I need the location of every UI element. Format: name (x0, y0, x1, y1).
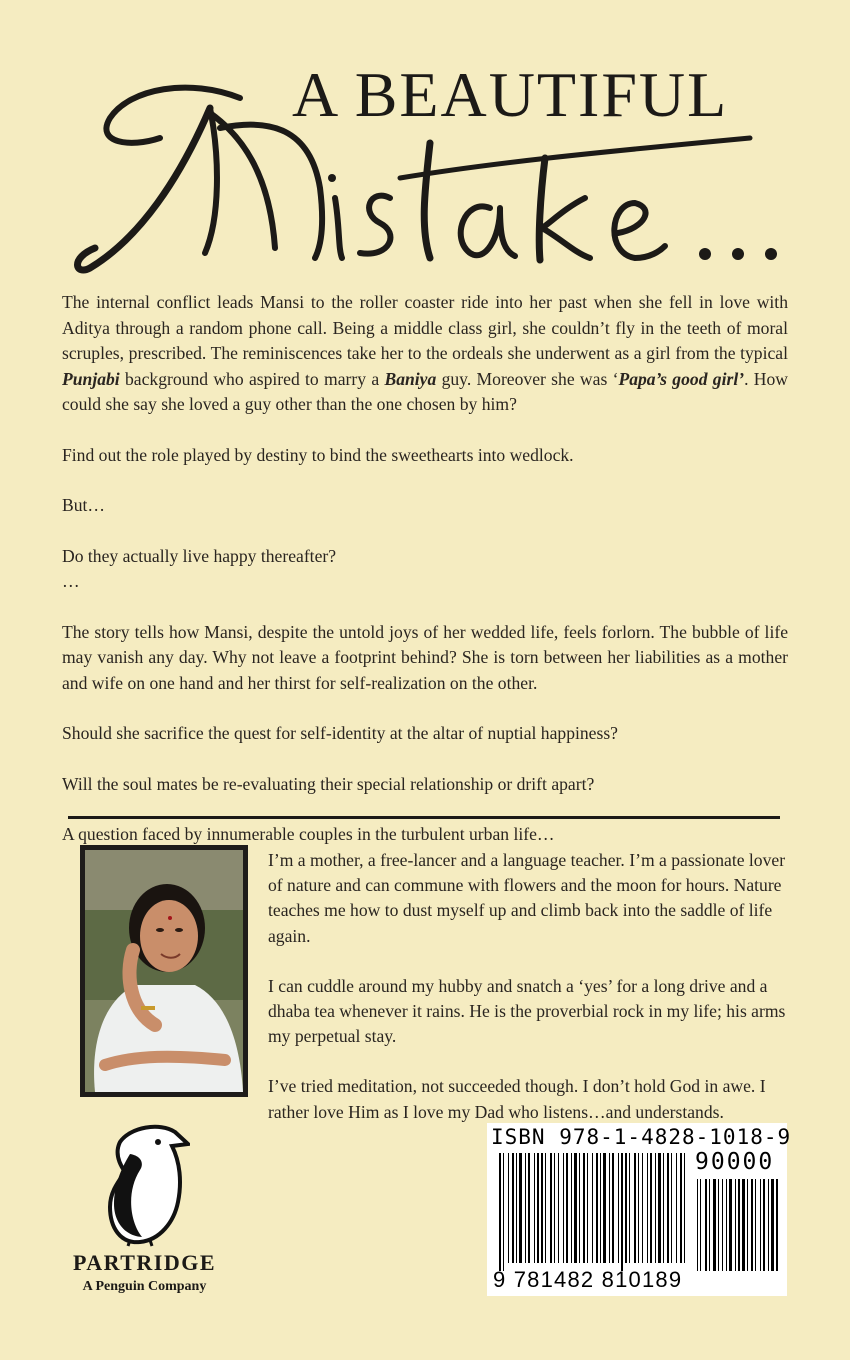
addon-bar (697, 1179, 698, 1271)
barcode-bar (650, 1153, 652, 1263)
barcode-bar (658, 1153, 661, 1263)
book-title-script (70, 68, 820, 288)
barcode-bar (596, 1153, 598, 1263)
barcode-bar (579, 1153, 580, 1263)
addon-bar (713, 1179, 716, 1271)
barcode-bar (634, 1153, 636, 1263)
barcode-bar (566, 1153, 568, 1263)
barcode-digits: 9 781482 810189 (493, 1267, 683, 1292)
barcode-bar (534, 1153, 535, 1263)
barcode-bar (545, 1153, 546, 1263)
addon-bar (729, 1179, 732, 1271)
isbn-text: ISBN 978-1-4828-1018-9 (491, 1125, 792, 1149)
addon-bar (738, 1179, 740, 1271)
barcode-bar (625, 1153, 627, 1263)
bio-paragraph: I’ve tried meditation, not succeeded though. I don’t hold God in awe. I rather love Him as I love my Dad who listens…and understands. (268, 1076, 766, 1122)
barcode-bar (503, 1153, 504, 1271)
blurb-paragraph: But… (62, 495, 106, 515)
barcode-bar (600, 1153, 601, 1263)
author-photo (80, 845, 248, 1097)
addon-bar (722, 1179, 723, 1271)
barcode-bar (558, 1153, 559, 1263)
barcode-bar (603, 1153, 606, 1263)
blurb-paragraph: Do they actually live happy thereafter? (62, 545, 337, 566)
section-divider (68, 816, 780, 819)
blurb-paragraph: Find out the role played by destiny to bind the sweethearts into wedlock. (62, 444, 574, 465)
isbn-barcode (487, 1123, 792, 1296)
addon-bar (760, 1179, 761, 1271)
addon-bar (763, 1179, 765, 1271)
addon-bar (768, 1179, 769, 1271)
publisher-subtitle: A Penguin Company (82, 1279, 207, 1294)
barcode-bar (629, 1153, 630, 1263)
barcode-bar (499, 1153, 501, 1271)
barcode-bar (647, 1153, 648, 1263)
barcode-bar (525, 1153, 526, 1263)
addon-bar (742, 1179, 745, 1271)
barcode-bar (609, 1153, 610, 1263)
barcode-bar (554, 1153, 555, 1263)
barcode-bar (541, 1153, 543, 1263)
barcode-bar (508, 1153, 509, 1263)
author-bio (268, 848, 792, 1150)
blurb-paragraph: Will the soul mates be re-evaluating their special relationship or drift apart? (62, 773, 595, 794)
addon-bar (709, 1179, 710, 1271)
barcode-bar (587, 1153, 588, 1263)
addon-bar (755, 1179, 756, 1271)
barcode-bar (612, 1153, 614, 1263)
bio-paragraph: I’m a mother, a free-lancer and a language teacher. I’m a passionate lover of nature and can commune with flowers and the moon for hours. Nature teaches me how to dust myself up and climb back into the saddle of life again. (268, 850, 786, 946)
barcode-bar (655, 1153, 656, 1263)
book-title-line1: A BEAUTIFUL (292, 59, 729, 130)
barcode-bar (550, 1153, 552, 1263)
barcode-bar (667, 1153, 669, 1263)
isbn-addon: 90000 (695, 1149, 775, 1175)
addon-bar (771, 1179, 774, 1271)
addon-bar (735, 1179, 736, 1271)
barcode-bar (638, 1153, 639, 1263)
blurb-paragraph: A question faced by innumerable couples in the turbulent urban life… (62, 824, 555, 844)
barcode-bar (571, 1153, 572, 1263)
addon-bar (776, 1179, 778, 1271)
blurb-paragraph: Should she sacrifice the quest for self-identity at the altar of nuptial happiness? (62, 723, 618, 743)
blurb-paragraph: The story tells how Mansi, despite the untold joys of her wedded life, feels forlorn. The bubble of life may vanish any day. Why not leave a footprint behind? She is torn between her liabilities as a mother and wife on one hand and her thirst for self-realization on the other. (62, 621, 788, 693)
penguin-icon (100, 1122, 190, 1247)
back-cover-blurb (62, 290, 788, 873)
barcode-bar (676, 1153, 677, 1263)
blurb-ellipsis: … (62, 571, 80, 591)
barcode-bar (583, 1153, 585, 1263)
barcode-bar (528, 1153, 530, 1263)
addon-bar (726, 1179, 727, 1271)
barcode-bar (574, 1153, 577, 1263)
addon-bar (718, 1179, 719, 1271)
barcode-bar (684, 1153, 685, 1263)
barcode-bar (537, 1153, 539, 1263)
addon-bar (751, 1179, 753, 1271)
addon-bar (705, 1179, 707, 1271)
barcode-bar (592, 1153, 593, 1263)
barcode-bar (563, 1153, 564, 1263)
bio-paragraph: I can cuddle around my hubby and snatch a ‘yes’ for a long drive and a dhaba tea whenever it rains. He is the proverbial rock in my life; his arms my perpetual stay. (268, 975, 786, 1047)
barcode-bar (516, 1153, 517, 1263)
barcode-bar (618, 1153, 619, 1263)
addon-bar (700, 1179, 701, 1271)
barcode-bar (671, 1153, 672, 1263)
barcode-bar (680, 1153, 682, 1263)
barcode-bar (621, 1153, 623, 1271)
barcode-bar (642, 1153, 643, 1263)
barcode-bar (663, 1153, 664, 1263)
barcode-bar (519, 1153, 522, 1263)
barcode-bar (512, 1153, 514, 1263)
publisher-name: PARTRIDGE (72, 1250, 217, 1275)
addon-bar (747, 1179, 748, 1271)
blurb-paragraph: The internal conflict leads Mansi to the roller coaster ride into her past when she fell in love with Aditya through a random phone call. Being a middle class girl, she couldn’t fly in the teeth of moral scruples, prescribed. The reminiscences take her to the ordeals she underwent as a girl from the typical Punjabi background who aspired to marry a Baniya guy. Moreover she was ‘Papa’s good girl’. How could she say she loved a guy other than the one chosen by him? (62, 292, 788, 414)
